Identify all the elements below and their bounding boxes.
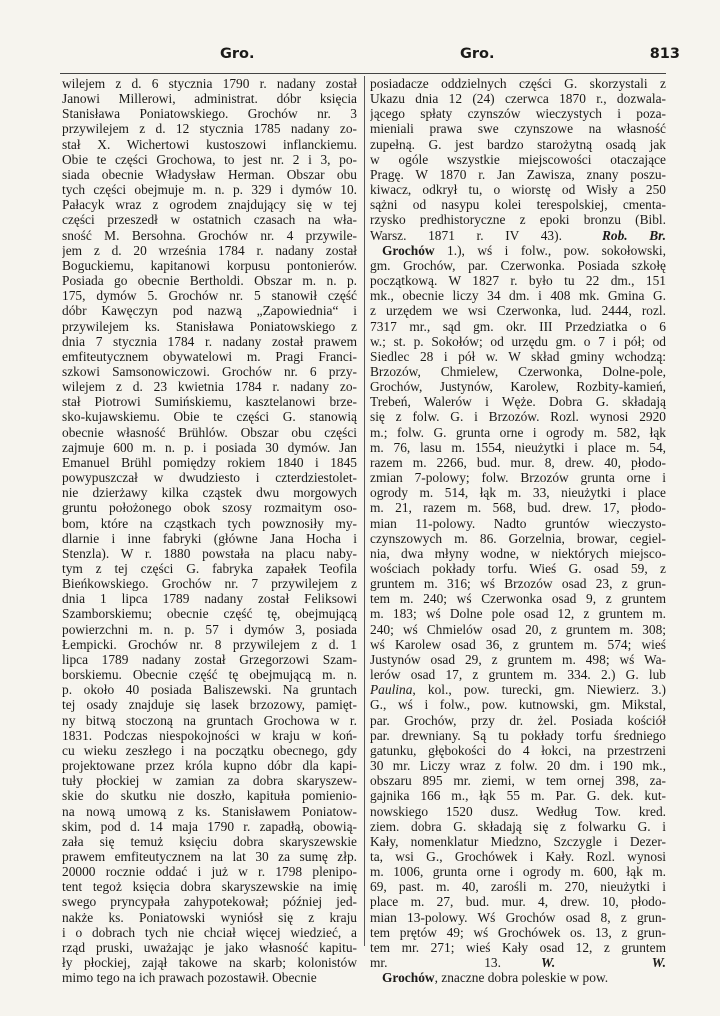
- line-text: 69, past. m. 40, zarośli m. 270, nieużytki i: [370, 879, 666, 895]
- header-center-title: Gro.: [460, 46, 495, 62]
- line-text: tem prętów 49; wś Grochówek os. 13, z grun-: [370, 924, 666, 940]
- text-line: [370, 91, 666, 106]
- line-text: zajmuje 600 m. n. p. i posiada 30 dymów. Jan: [62, 439, 357, 455]
- text-line: [370, 561, 666, 576]
- text-line: [370, 379, 666, 394]
- line-text: m. 1006, grunta orne i ogrody m. 600, łąk m.: [370, 864, 666, 880]
- line-text: m. 76, lasu m. 1554, nieużytki i place m. 54,: [370, 439, 666, 455]
- text-line: [370, 788, 666, 803]
- text-line: [370, 258, 666, 273]
- text-line: [62, 425, 357, 440]
- line-text: jącego spłaty czynszów wieczystych i poza-: [370, 106, 666, 122]
- line-text: tem m. 240; wś Czerwonka osad 9, z gruntem: [370, 591, 666, 607]
- text-line: [370, 106, 666, 121]
- line-text: sność M. Bersohna. Grochów nr. 4 przywile-: [62, 227, 357, 243]
- line-text: lipca 1789 nadany został Grzegorzowi Szam-: [62, 651, 357, 667]
- text-line: [62, 379, 357, 394]
- line-text: 7317 mr., sąd gm. okr. III Przedziatka o 6: [370, 318, 666, 334]
- line-text: wś Karolew osad 36, z gruntem m. 574; wieś: [370, 636, 666, 652]
- text-line: [370, 288, 666, 303]
- text-line: [370, 364, 666, 379]
- text-line: [62, 758, 357, 773]
- entry-headword: Grochów: [382, 242, 435, 258]
- text-line: [370, 516, 666, 531]
- line-text: dóbr Kawęczyn pod nazwą „Zapowiednia“ i: [62, 303, 357, 319]
- text-line: [370, 834, 666, 849]
- text-line: [370, 713, 666, 728]
- text-line: [370, 940, 666, 955]
- line-text: czynszowych m. 86. Gorzelnia, browar, cegiel-: [370, 530, 666, 546]
- line-text: place m. 27, bud. mur. 4, drew. 10, płodo-: [370, 894, 666, 910]
- text-line: [370, 273, 666, 288]
- text-line: [62, 182, 357, 197]
- line-text: ły płockiej, zajął takowe na skarb; kolonistów: [62, 955, 357, 971]
- text-line: [62, 485, 357, 500]
- line-text: ogrody m. 514, łąk m. 33, nieużytki i place: [370, 485, 666, 501]
- text-line: [62, 788, 357, 803]
- line-text: mr. 13.: [370, 955, 501, 971]
- text-line: [62, 470, 357, 485]
- text-line: [370, 319, 666, 334]
- line-text: razem m. 2266, bud. mur. 8, drew. 40, płodo-: [370, 454, 666, 470]
- text-line: [370, 167, 666, 182]
- line-text: przywilejem ks. Stanisława Poniatowskiego z: [62, 318, 357, 334]
- text-line: [370, 894, 666, 909]
- text-line: [370, 910, 666, 925]
- line-text: stał Piotrowi Sumińskiemu, kasztelanowi brze-: [62, 394, 357, 410]
- line-text: 1.), wś i folw., pow. sokołowski,: [434, 242, 666, 258]
- text-line: [62, 713, 357, 728]
- text-line: [62, 334, 357, 349]
- line-text: Justynów osad 29, z gruntem m. 498; wś Wa-: [370, 651, 666, 667]
- text-line: [62, 910, 357, 925]
- text-line: [62, 970, 357, 985]
- line-text: mieniali prawa swe czynszowe na własność: [370, 121, 666, 137]
- text-line: [62, 531, 357, 546]
- text-line: [62, 303, 357, 318]
- text-line: [62, 849, 357, 864]
- text-line: [370, 758, 666, 773]
- line-text: gm. Grochów, par. Czerwonka. Posiada szkołę: [370, 257, 666, 273]
- author-signature: Rob. Br.: [601, 227, 666, 243]
- line-text: swego pryncypała zahypotekował; później jed-: [62, 894, 357, 910]
- line-text: przywilejem z d. 12 stycznia 1785 nadany zo-: [62, 121, 357, 137]
- text-line: [62, 197, 357, 212]
- text-line: [62, 606, 357, 621]
- text-line: [370, 652, 666, 667]
- page-number: 813: [649, 46, 680, 62]
- line-text: w ogóle wszystkie miejscowości otaczające: [370, 151, 666, 167]
- line-text: Stanisława Poniatowskiego. Grochów nr. 3: [62, 106, 357, 122]
- text-line: [370, 425, 666, 440]
- text-line: [370, 228, 666, 243]
- text-line: [62, 152, 357, 167]
- text-line: [370, 334, 666, 349]
- page-header: [60, 40, 680, 64]
- text-line: [370, 409, 666, 424]
- line-text: Kały, nomenklatur Miedzno, Szczygle i Dezer-: [370, 833, 666, 849]
- line-text: stał X. Wichertowi kustoszowi inflanckiemu.: [62, 136, 357, 152]
- text-line: [370, 819, 666, 834]
- text-line: [62, 819, 357, 834]
- column-divider: [364, 76, 365, 946]
- line-text: Siedlec 28 i pół w. W skład gminy wchodzą:: [370, 348, 666, 364]
- line-text: Pragę. W 1870 r. Jan Zawisza, znany poszu-: [370, 166, 666, 182]
- line-text: Emanuel Brühl pomiędzy rokiem 1840 i 1845: [62, 454, 357, 470]
- line-text: tuły płockiej w zamian za dobra skaryszew-: [62, 773, 357, 789]
- line-text: sążni od nasypu kolei terespolskiej, cmenta-: [370, 197, 666, 213]
- line-text: posiadacze oddzielnych części G. skorzystali z: [370, 76, 666, 91]
- line-text: Brzozów, Chmielew, Czerwonka, Dolne-pole,: [370, 363, 666, 379]
- line-text: emfiteutycznem obywatelowi m. Pragi Franci-: [62, 348, 357, 364]
- line-text: mk., obecnie liczy 34 dm. i 408 mk. Gmina G.: [370, 288, 666, 304]
- line-text: nia, dwa młyny wodne, w niektórych miejsco-: [370, 545, 666, 561]
- line-text: ny bitwą stoczoną na gruntach Grochowa w r.: [62, 712, 357, 728]
- line-text: lerów osad 17, z gruntem m. 334. 2.) G. lub: [370, 667, 666, 683]
- text-line: [370, 485, 666, 500]
- text-line: [370, 455, 666, 470]
- text-line: [370, 773, 666, 788]
- text-line: [62, 409, 357, 424]
- text-line: [370, 212, 666, 227]
- text-line: [62, 804, 357, 819]
- text-line: [62, 925, 357, 940]
- text-line: [370, 925, 666, 940]
- text-line: [62, 864, 357, 879]
- text-line: [62, 106, 357, 121]
- text-line: [370, 121, 666, 136]
- header-rule: [60, 73, 666, 74]
- text-line: [62, 121, 357, 136]
- line-text: 30 mr. Liczy wraz z folw. 20 dm. i 190 mk.,: [370, 758, 666, 774]
- line-text: obecnie własność Brühlów. Obszar obu części: [62, 424, 357, 440]
- text-line: [62, 652, 357, 667]
- line-text: 1831. Podczas niespokojności w kraju w koń-: [62, 727, 357, 743]
- line-text: siada obecnie Władysław Herman. Obszar obu: [62, 166, 357, 182]
- line-text: powypuszczał w dwudziesto i czterdziestolet-: [62, 470, 357, 486]
- text-line: [62, 728, 357, 743]
- text-line: [370, 470, 666, 485]
- line-text: gatunku, głębokości do 4 łokci, na przestrzeni: [370, 742, 666, 758]
- line-text: 175, dymów 5. Grochów nr. 5 stanowił część: [62, 288, 357, 304]
- line-text: ziem. dobra G. składają się z folwarku G. i: [370, 818, 666, 834]
- line-text: tem mr. 271; wieś Kały osad 12, z gruntem: [370, 939, 666, 955]
- text-line: [370, 849, 666, 864]
- line-text: kiwacz, odkrył tu, o wiorstę od Wisły a 250: [370, 182, 666, 198]
- text-line: [370, 152, 666, 167]
- header-left-title: Gro.: [220, 46, 255, 62]
- line-text: Stenzla). W r. 1880 powstała na placu naby-: [62, 545, 357, 561]
- line-text: powierzchni m. n. p. 57 i dymów 3, posiada: [62, 621, 357, 637]
- line-text: Posiada go obecnie Bertholdi. Obszar m. n. p.: [62, 273, 357, 289]
- text-line: [62, 394, 357, 409]
- right-column: [370, 76, 666, 985]
- text-line: [62, 561, 357, 576]
- text-line: [370, 500, 666, 515]
- line-text: Łempicki. Grochów nr. 8 przywilejem z d. 1: [62, 636, 357, 652]
- line-text: rzysko predhistoryczne z epoki bronzu (Bibl.: [370, 212, 666, 228]
- text-line: [62, 500, 357, 515]
- line-text: ta, wsi G., Grochówek i Kały. Rozl. wynosi: [370, 848, 666, 864]
- line-text: mian 13-polowy. Wś Grochów osad 8, z grun-: [370, 909, 666, 925]
- text-line: [62, 243, 357, 258]
- italic-name: Paulina: [370, 682, 413, 698]
- text-line: [62, 258, 357, 273]
- line-text: Janowi Millerowi, administrat. dóbr księcia: [62, 91, 357, 107]
- left-column: [62, 76, 357, 985]
- text-line: [370, 182, 666, 197]
- line-text: z urzędem we wsi Czerwonka, lud. 2444, rozl.: [370, 303, 666, 319]
- text-line: [62, 591, 357, 606]
- line-text: sko-kujawskiemu. Obie te części G. stanowią: [62, 409, 357, 425]
- text-line: [370, 303, 666, 318]
- line-text: początkową. W 1827 r. było tu 22 dm., 151: [370, 273, 666, 289]
- text-line: [62, 682, 357, 697]
- line-text: skie do skutku nie doszło, kapituła pomienio-: [62, 788, 357, 804]
- text-line: [62, 288, 357, 303]
- line-text: p. około 40 posiada Baliszewski. Na gruntach: [62, 682, 357, 698]
- line-text: Warsz. 1871 r. IV 43).: [370, 227, 562, 243]
- line-text: G., wś i folw., pow. kutnowski, gm. Mikstal,: [370, 697, 666, 713]
- line-text: części przeszedł w ostatnich czasach na wła-: [62, 212, 357, 228]
- line-text: dnia 1 lipca 1789 nadany został Feliksowi: [62, 591, 357, 607]
- text-line: [370, 137, 666, 152]
- line-text: m. 21, razem m. 568, bud. drew. 17, płodo-: [370, 500, 666, 516]
- line-text: wilejem z d. 23 kwietnia 1784 r. nadany zo-: [62, 379, 357, 395]
- text-line: [370, 394, 666, 409]
- line-text: par. drewniany. Są tu pokłady torfu średniego: [370, 727, 666, 743]
- line-text: nowskiego 1520 dusz. Według Tow. kred.: [370, 803, 666, 819]
- line-text: Grochów, Justynów, Karolew, Rozbity-kamień,: [370, 379, 666, 395]
- line-text: dnia 7 stycznia 1784 r. nadany został prawem: [62, 333, 357, 349]
- text-line: [370, 606, 666, 621]
- text-line: [370, 682, 666, 697]
- text-line: [370, 667, 666, 682]
- line-text: 20000 rocznie oddać i już w r. 1798 plenipo-: [62, 864, 357, 880]
- line-text: Pałacyk wraz z ogrodem znajdujący się w tej: [62, 197, 357, 213]
- line-text: , znaczne dobra poleskie w pow.: [434, 970, 609, 986]
- line-text: na nową umową z ks. Stanisławem Poniatow-: [62, 803, 357, 819]
- line-text: projektowane przez króla kupno dóbr dla kapi-: [62, 758, 357, 774]
- line-text: m.; folw. G. grunta orne i ogrody m. 582, łąk: [370, 424, 666, 440]
- line-text: borskiemu. Obecnie część tę obejmującą m. n.: [62, 667, 357, 683]
- line-text: skim, pod d. 14 maja 1790 r. zapadłą, obowią-: [62, 818, 357, 834]
- line-text: Boguckiemu, kapitanowi korpusu pontonierów.: [62, 257, 357, 273]
- text-line: [370, 970, 666, 985]
- entry-headword: Grochów: [382, 970, 435, 986]
- text-line: [62, 940, 357, 955]
- text-line: [62, 697, 357, 712]
- text-line: [62, 349, 357, 364]
- text-line: [62, 955, 357, 970]
- text-line: [370, 955, 666, 970]
- text-line: [370, 197, 666, 212]
- text-line: [62, 319, 357, 334]
- text-line: [62, 91, 357, 106]
- line-text: cu wieku zeszłego i na początku obecnego, gdy: [62, 742, 357, 758]
- line-text: gajnika 166 m., łąk 55 m. Par. G. dek. kut-: [370, 788, 666, 804]
- line-text: tej osady znajduje się lasek brzozowy, pamięt-: [62, 697, 357, 713]
- text-line: [62, 273, 357, 288]
- line-text: bom, które na cząstkach tych powznosiły my-: [62, 515, 357, 531]
- text-line: [62, 546, 357, 561]
- line-text: gruntu położonego obok szosy rozmaitym oso-: [62, 500, 357, 516]
- line-text: gruntem m. 316; wś Brzozów osad 23, z grun-: [370, 576, 666, 592]
- text-line: [62, 576, 357, 591]
- text-line: [370, 637, 666, 652]
- line-text: nakże ks. Poniatowski wyniósł się z kraju: [62, 909, 357, 925]
- text-line: [62, 440, 357, 455]
- line-text: obszaru 895 mr. ziemi, w tem ornej 398, za-: [370, 773, 666, 789]
- line-text: m. 183; wś Dolne pole osad 12, z gruntem m.: [370, 606, 666, 622]
- line-text: rząd pruski, uważając je jako własność kapitu-: [62, 939, 357, 955]
- text-line: [370, 728, 666, 743]
- line-text: w.; st. p. Sokołów; od urzędu gm. o 7 i pół; od: [370, 333, 666, 349]
- line-text: dlarnie i inne fabryki (główne Jana Hocha i: [62, 530, 357, 546]
- line-text: Ukazu dnia 12 (24) czerwca 1870 r., dozwala-: [370, 91, 666, 107]
- line-text: tym z tej części G. fabryka zapałek Teofila: [62, 561, 357, 576]
- line-text: 240; wś Chmielów osad 20, z gruntem m. 308;: [370, 621, 666, 637]
- line-text: nie dzierżawy kilka cząstek dwu morgowych: [62, 485, 357, 501]
- text-line: [62, 743, 357, 758]
- text-line: [62, 76, 357, 91]
- line-text: i o dobrach tych nie chciał więcej wiedzieć, a: [62, 924, 357, 940]
- text-line: [62, 637, 357, 652]
- text-line: [62, 879, 357, 894]
- text-line: [370, 76, 666, 91]
- line-text: Szamborskiemu; obecnie część tę, obejmującą: [62, 606, 357, 622]
- line-text: wościach pokłady torfu. Wieś G. osad 59, z: [370, 561, 666, 576]
- text-line: [62, 773, 357, 788]
- author-signature: W. W.: [540, 955, 666, 971]
- line-text: jem z d. 20 września 1784 r. nadany został: [62, 242, 357, 258]
- line-text: tent tegoż księcia dobra skaryszewskie na imię: [62, 879, 357, 895]
- text-line: [370, 531, 666, 546]
- text-line: [62, 516, 357, 531]
- line-text: tych części obejmuje m. n. p. 329 i dymów 10.: [62, 182, 357, 198]
- line-text: wilejem z d. 6 stycznia 1790 r. nadany został: [62, 76, 357, 91]
- text-line: [62, 364, 357, 379]
- text-line: [370, 243, 666, 258]
- line-text: prawem emfiteutycznem na lat 30 za sumę złp.: [62, 848, 357, 864]
- text-line: [370, 591, 666, 606]
- line-text: zmian 7-polowy; folw. Brzozów grunta orne i: [370, 470, 666, 486]
- line-text: zupełną. G. jest bardzo starożytną osadą jak: [370, 136, 666, 152]
- line-text: zała się temuż księciu dobra skaryszewskie: [62, 833, 357, 849]
- text-line: [370, 879, 666, 894]
- text-line: [370, 622, 666, 637]
- text-line: [62, 212, 357, 227]
- text-line: [62, 167, 357, 182]
- text-line: [62, 834, 357, 849]
- text-line: [370, 349, 666, 364]
- line-text: Obie te części Grochowa, to jest nr. 2 i 3, po-: [62, 151, 357, 167]
- text-line: [370, 697, 666, 712]
- text-line: [62, 622, 357, 637]
- text-line: [62, 667, 357, 682]
- text-line: [370, 546, 666, 561]
- text-line: [370, 804, 666, 819]
- line-text: par. Grochów, przy dr. żel. Posiada kościół: [370, 712, 666, 728]
- line-text: się z folw. G. i Brzozów. Rozl. wynosi 2920: [370, 409, 666, 425]
- text-line: [62, 228, 357, 243]
- text-line: [62, 894, 357, 909]
- text-line: [370, 576, 666, 591]
- line-text: szkowi Samsonowiczowi. Grochów nr. 6 przy-: [62, 363, 357, 379]
- line-text: Trebeń, Walerów i Węże. Dobra G. składają: [370, 394, 666, 410]
- line-text: mian 11-polowy. Nadto gruntów wieczysto-: [370, 515, 666, 531]
- text-line: [370, 440, 666, 455]
- line-text: Bieńkowskiego. Grochów nr. 7 przywilejem z: [62, 576, 357, 592]
- text-line: [370, 743, 666, 758]
- text-line: [62, 455, 357, 470]
- line-text: mimo tego na ich prawach pozostawił. Obecnie: [62, 970, 317, 986]
- text-line: [62, 137, 357, 152]
- line-text: , kol., pow. turecki, gm. Niewierz. 3.): [412, 682, 666, 698]
- text-line: [370, 864, 666, 879]
